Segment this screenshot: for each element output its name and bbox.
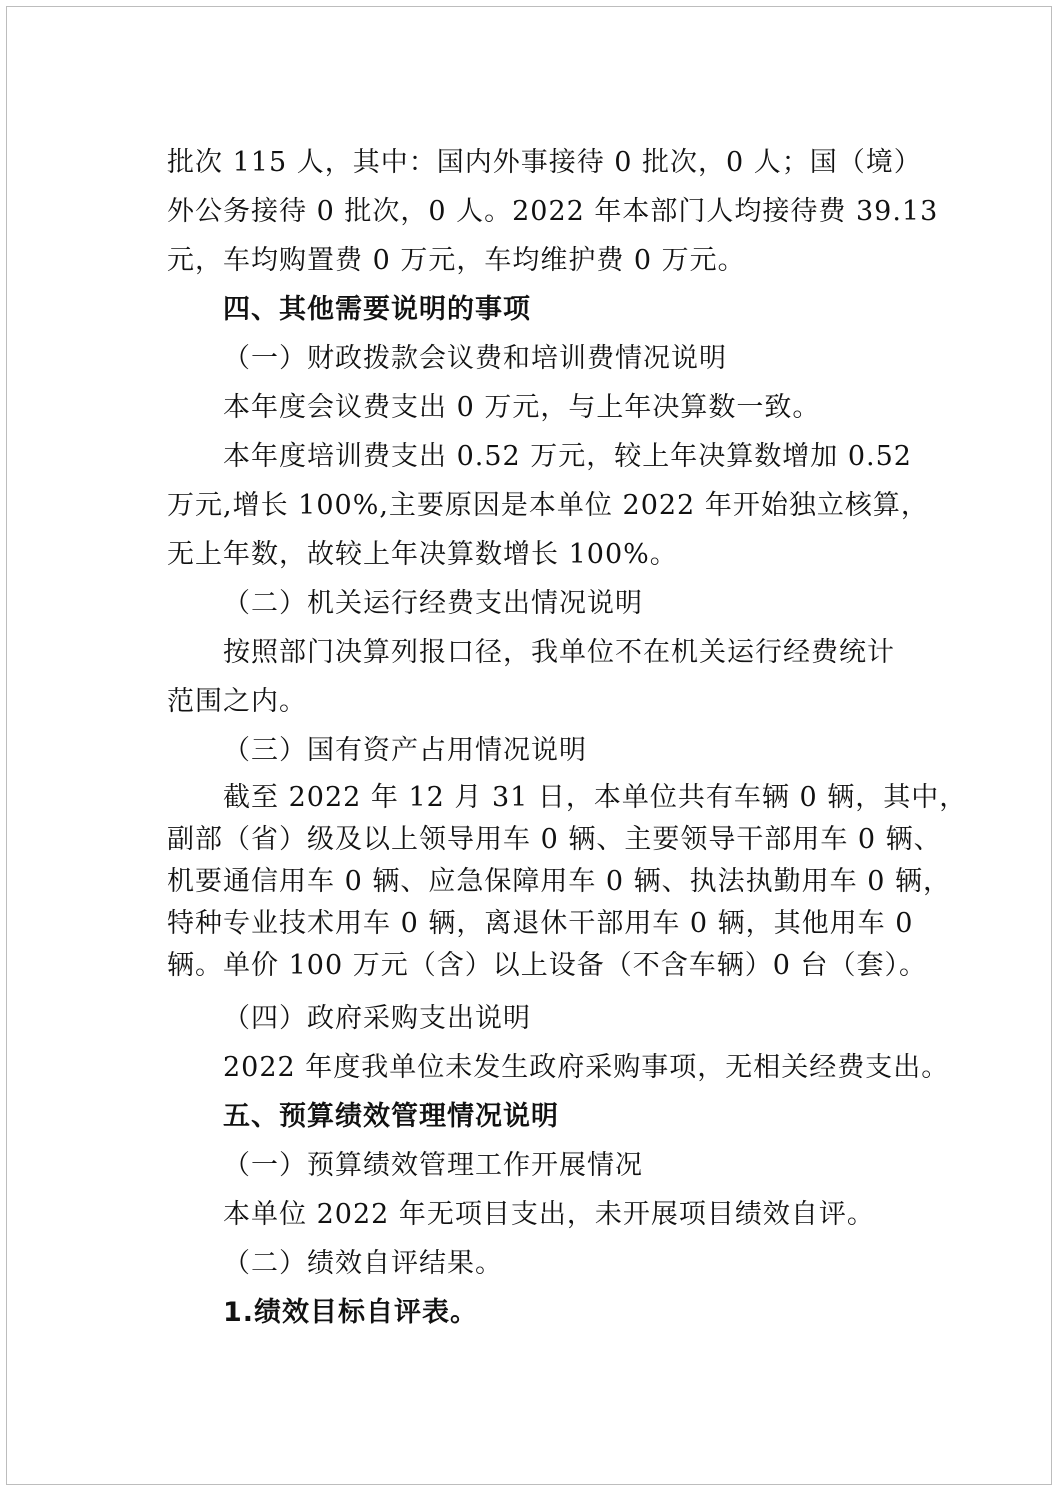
subsection-heading: （二）机关运行经费支出情况说明: [223, 588, 643, 619]
item-heading: 1.绩效目标自评表。: [223, 1297, 479, 1328]
text-line: 机要通信用车 0 辆、应急保障用车 0 辆、执法执勤用车 0 辆，: [167, 866, 952, 897]
text-line: 本年度会议费支出 0 万元，与上年决算数一致。: [223, 392, 821, 423]
text-line: 副部（省）级及以上领导用车 0 辆、主要领导干部用车 0 辆、: [167, 824, 942, 855]
subsection-heading: （二）绩效自评结果。: [223, 1248, 503, 1279]
text-line: 范围之内。: [167, 686, 307, 717]
subsection-heading: （三）国有资产占用情况说明: [223, 735, 587, 766]
document-page: [6, 6, 1052, 1485]
text-line: 按照部门决算列报口径，我单位不在机关运行经费统计: [223, 637, 895, 668]
text-line: 辆。单价 100 万元（含）以上设备（不含车辆）0 台（套）。: [167, 950, 927, 981]
text-line: 截至 2022 年 12 月 31 日，本单位共有车辆 0 辆，其中，: [223, 782, 968, 813]
text-line: 无上年数，故较上年决算数增长 100%。: [167, 539, 678, 570]
text-line: 本年度培训费支出 0.52 万元，较上年决算数增加 0.52: [223, 441, 912, 472]
text-line: 2022 年度我单位未发生政府采购事项，无相关经费支出。: [223, 1052, 950, 1083]
text-line: 特种专业技术用车 0 辆，离退休干部用车 0 辆，其他用车 0: [167, 908, 914, 939]
text-line: 外公务接待 0 批次，0 人。2022 年本部门人均接待费 39.13: [167, 196, 939, 227]
subsection-heading: （一）财政拨款会议费和培训费情况说明: [223, 343, 727, 374]
section-heading: 五、预算绩效管理情况说明: [223, 1101, 559, 1132]
text-line: 本单位 2022 年无项目支出，未开展项目绩效自评。: [223, 1199, 875, 1230]
text-line: 万元,增长 100%,主要原因是本单位 2022 年开始独立核算，: [167, 490, 929, 521]
section-heading: 四、其他需要说明的事项: [223, 294, 531, 325]
subsection-heading: （四）政府采购支出说明: [223, 1003, 531, 1034]
subsection-heading: （一）预算绩效管理工作开展情况: [223, 1150, 643, 1181]
text-line: 元，车均购置费 0 万元，车均维护费 0 万元。: [167, 245, 746, 276]
text-line: 批次 115 人，其中：国内外事接待 0 批次，0 人；国（境）: [167, 147, 922, 178]
